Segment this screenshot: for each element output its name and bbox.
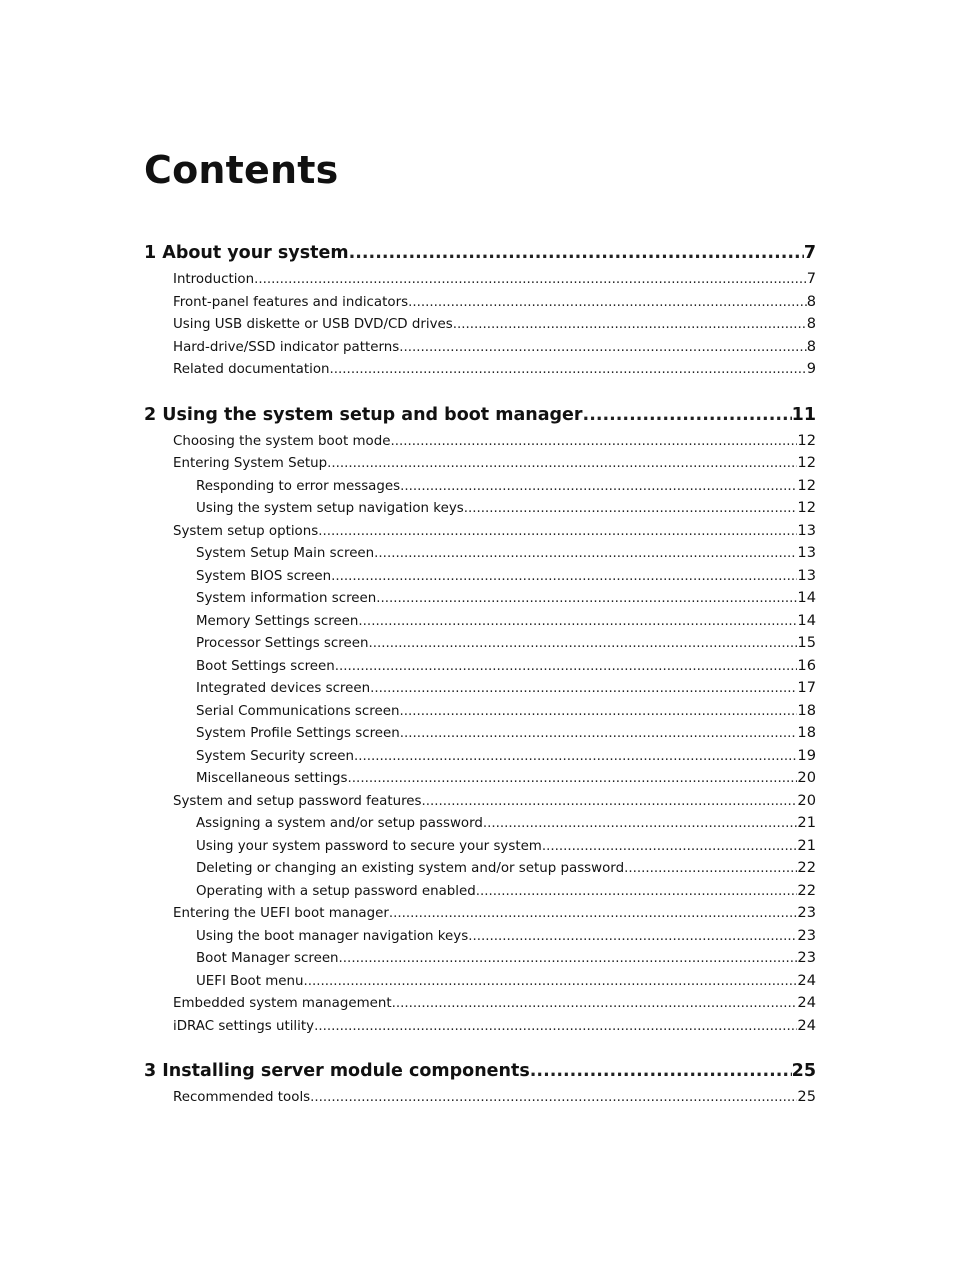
toc-page-number[interactable]: 22 (797, 859, 816, 876)
dot-leader (399, 701, 797, 723)
toc-subsection-entry[interactable] (144, 565, 816, 588)
toc-chapter (144, 400, 816, 1038)
toc-page-number[interactable]: 25 (797, 1088, 816, 1105)
toc-page-number[interactable]: 8 (806, 292, 816, 310)
dot-leader (349, 238, 804, 268)
dot-leader (483, 813, 798, 835)
toc-page-number[interactable]: 8 (806, 337, 816, 355)
toc-section-entry[interactable] (144, 1086, 816, 1109)
toc-page-number[interactable]: 23 (797, 926, 816, 944)
toc-entry-title[interactable]: Entering the UEFI boot manager (173, 906, 389, 921)
dot-leader (376, 588, 797, 610)
dot-leader (408, 292, 807, 314)
toc-chapter-heading[interactable] (144, 1056, 816, 1086)
toc-page-number[interactable]: 21 (797, 836, 816, 854)
toc-entry-title[interactable]: Responding to error messages (196, 478, 401, 494)
toc-page-number[interactable]: 23 (797, 904, 816, 921)
toc-page-number[interactable]: 9 (806, 360, 816, 377)
dot-leader (400, 476, 797, 498)
toc-subsection-entry[interactable] (144, 542, 816, 565)
toc-entry-title[interactable]: Operating with a setup password enabled (196, 883, 476, 899)
toc-subsection-entry[interactable] (144, 722, 816, 745)
dot-leader (422, 791, 798, 813)
dot-leader (370, 678, 797, 700)
toc-entry-title[interactable]: UEFI Boot menu (196, 973, 304, 989)
toc-subsection-entry[interactable] (144, 745, 816, 768)
toc-chapter (144, 238, 816, 381)
toc-chapter-heading[interactable] (144, 400, 816, 430)
toc-section-entry[interactable] (144, 790, 816, 813)
toc-entry-title[interactable]: Memory Settings screen (196, 613, 359, 629)
toc-entry-title[interactable]: System BIOS screen (196, 568, 332, 584)
toc-section-entry[interactable] (144, 430, 816, 453)
toc-page-number[interactable]: 12 (797, 431, 816, 449)
toc-page-number[interactable]: 15 (797, 634, 816, 651)
dot-leader (468, 926, 797, 948)
dot-leader (339, 948, 798, 970)
toc-subsection-entry[interactable] (144, 947, 816, 970)
toc-subsection-entry[interactable] (144, 812, 816, 835)
dot-leader (583, 400, 792, 430)
page-title: Contents (144, 148, 339, 192)
toc-entry-title[interactable]: Deleting or changing an existing system and/or setup password (196, 861, 625, 876)
toc-entry-title[interactable]: System Setup Main screen (196, 546, 375, 561)
toc-page-number[interactable]: 13 (797, 566, 816, 584)
toc-page-number[interactable]: 21 (797, 814, 816, 831)
toc-page-number[interactable]: 18 (797, 701, 816, 719)
toc-entry-title[interactable]: Hard-drive/SSD indicator patterns (173, 339, 400, 355)
toc-page-number[interactable]: 7 (803, 243, 816, 263)
toc-entry-title[interactable]: Assigning a system and/or setup password (196, 816, 483, 831)
toc-page-number[interactable]: 25 (791, 1061, 816, 1081)
toc-chapter (144, 1056, 816, 1109)
toc-page-number[interactable]: 7 (806, 270, 816, 287)
dot-leader (348, 768, 798, 790)
toc-section-entry[interactable] (144, 291, 816, 314)
dot-leader (542, 836, 798, 858)
toc-page-number[interactable]: 16 (797, 656, 816, 674)
toc-page-number[interactable]: 14 (797, 611, 816, 629)
toc-entry-title[interactable]: Integrated devices screen (196, 681, 371, 696)
toc-subsection-entry[interactable] (144, 610, 816, 633)
toc-section-entry[interactable] (144, 452, 816, 475)
toc-entry-title[interactable]: Using the boot manager navigation keys (196, 928, 469, 944)
toc-entry-title[interactable]: System information screen (196, 591, 377, 606)
toc-page-number[interactable]: 8 (806, 315, 816, 332)
dot-leader (374, 543, 797, 565)
toc-section-entry[interactable] (144, 268, 816, 291)
dot-leader (304, 971, 798, 993)
toc-page-number[interactable]: 24 (797, 1016, 816, 1034)
dot-leader (318, 521, 797, 543)
toc-entry-title[interactable]: System setup options (173, 523, 319, 539)
toc-entry-title[interactable]: Boot Manager screen (196, 951, 339, 966)
dot-leader (400, 723, 798, 745)
toc-section-entry[interactable] (144, 336, 816, 359)
toc-entry-title[interactable]: Recommended tools (173, 1090, 311, 1105)
toc-subsection-entry[interactable] (144, 925, 816, 948)
dot-leader (327, 453, 797, 475)
toc-page-number[interactable]: 13 (797, 544, 816, 561)
dot-leader (335, 656, 798, 678)
dot-leader (390, 431, 797, 453)
toc-page-number[interactable]: 14 (797, 589, 816, 606)
toc-entry-title[interactable]: Miscellaneous settings (196, 771, 348, 786)
toc-page-number[interactable]: 13 (797, 521, 816, 539)
dot-leader (389, 903, 798, 925)
toc-entry-title[interactable]: Related documentation (173, 362, 330, 377)
toc-subsection-entry[interactable] (144, 857, 816, 880)
toc-page-number[interactable]: 20 (797, 769, 816, 786)
toc-subsection-entry[interactable] (144, 655, 816, 678)
toc-subsection-entry[interactable] (144, 677, 816, 700)
toc-entry-title[interactable]: Using your system password to secure your system (196, 838, 542, 854)
dot-leader (453, 314, 807, 336)
toc-entry-title[interactable]: 3 Installing server module components (144, 1061, 530, 1081)
toc-page-number[interactable]: 24 (797, 994, 816, 1011)
toc-entry-title[interactable]: 2 Using the system setup and boot manager (144, 404, 583, 425)
toc-entry-title[interactable]: Using the system setup navigation keys (196, 501, 464, 516)
toc-entry-title[interactable]: System Security screen (196, 748, 354, 764)
dot-leader (331, 566, 797, 588)
toc-entry-title[interactable]: System Profile Settings screen (196, 726, 400, 741)
toc-page-number[interactable]: 24 (797, 971, 816, 989)
dot-leader (530, 1056, 792, 1086)
dot-leader (358, 611, 797, 633)
toc-section-entry[interactable] (144, 358, 816, 381)
toc-subsection-entry[interactable] (144, 835, 816, 858)
toc-subsection-entry[interactable] (144, 970, 816, 993)
toc-page-number[interactable]: 12 (797, 454, 816, 471)
toc-page-number[interactable]: 11 (791, 404, 816, 425)
toc-section-entry[interactable] (144, 313, 816, 336)
toc-section-entry[interactable] (144, 1015, 816, 1038)
toc-entry-title[interactable]: iDRAC settings utility (173, 1018, 315, 1034)
toc-subsection-entry[interactable] (144, 700, 816, 723)
toc-page-number[interactable]: 12 (797, 476, 816, 494)
toc-chapter-heading[interactable] (144, 238, 816, 268)
dot-leader (476, 881, 798, 903)
dot-leader (624, 858, 797, 880)
toc-entry-title[interactable]: Choosing the system boot mode (173, 433, 391, 449)
dot-leader (254, 269, 807, 291)
toc-entry-title[interactable]: Using USB diskette or USB DVD/CD drives (173, 317, 453, 332)
toc-page-number[interactable]: 18 (797, 724, 816, 741)
toc-subsection-entry[interactable] (144, 497, 816, 520)
toc-entry-title[interactable]: Processor Settings screen (196, 636, 369, 651)
toc-page-number[interactable]: 17 (797, 679, 816, 696)
toc-subsection-entry[interactable] (144, 880, 816, 903)
dot-leader (399, 337, 806, 359)
toc-entry-title[interactable]: 1 About your system (144, 243, 349, 263)
toc-subsection-entry[interactable] (144, 475, 816, 498)
toc-entry-title[interactable]: Embedded system management (173, 996, 392, 1011)
toc-entry-title[interactable]: System and setup password features (173, 793, 422, 809)
toc-subsection-entry[interactable] (144, 767, 816, 790)
toc-page-number[interactable]: 23 (797, 949, 816, 966)
toc-subsection-entry[interactable] (144, 587, 816, 610)
toc-section-entry[interactable] (144, 520, 816, 543)
toc-entry-title[interactable]: Serial Communications screen (196, 703, 400, 719)
dot-leader (314, 1016, 797, 1038)
dot-leader (310, 1087, 797, 1109)
table-of-contents (144, 238, 816, 1109)
dot-leader (392, 993, 798, 1015)
toc-page-number[interactable]: 19 (797, 746, 816, 764)
dot-leader (330, 359, 807, 381)
toc-entry-title[interactable]: Boot Settings screen (196, 658, 335, 674)
dot-leader (354, 746, 797, 768)
toc-entry-title[interactable]: Introduction (173, 272, 255, 287)
toc-page-number[interactable]: 20 (797, 791, 816, 809)
toc-subsection-entry[interactable] (144, 632, 816, 655)
dot-leader (464, 498, 798, 520)
dot-leader (368, 633, 797, 655)
toc-entry-title[interactable]: Entering System Setup (173, 456, 328, 471)
toc-section-entry[interactable] (144, 902, 816, 925)
toc-section-entry[interactable] (144, 992, 816, 1015)
toc-page-number[interactable]: 12 (797, 499, 816, 516)
toc-page-number[interactable]: 22 (797, 881, 816, 899)
toc-entry-title[interactable]: Front-panel features and indicators (173, 294, 409, 310)
